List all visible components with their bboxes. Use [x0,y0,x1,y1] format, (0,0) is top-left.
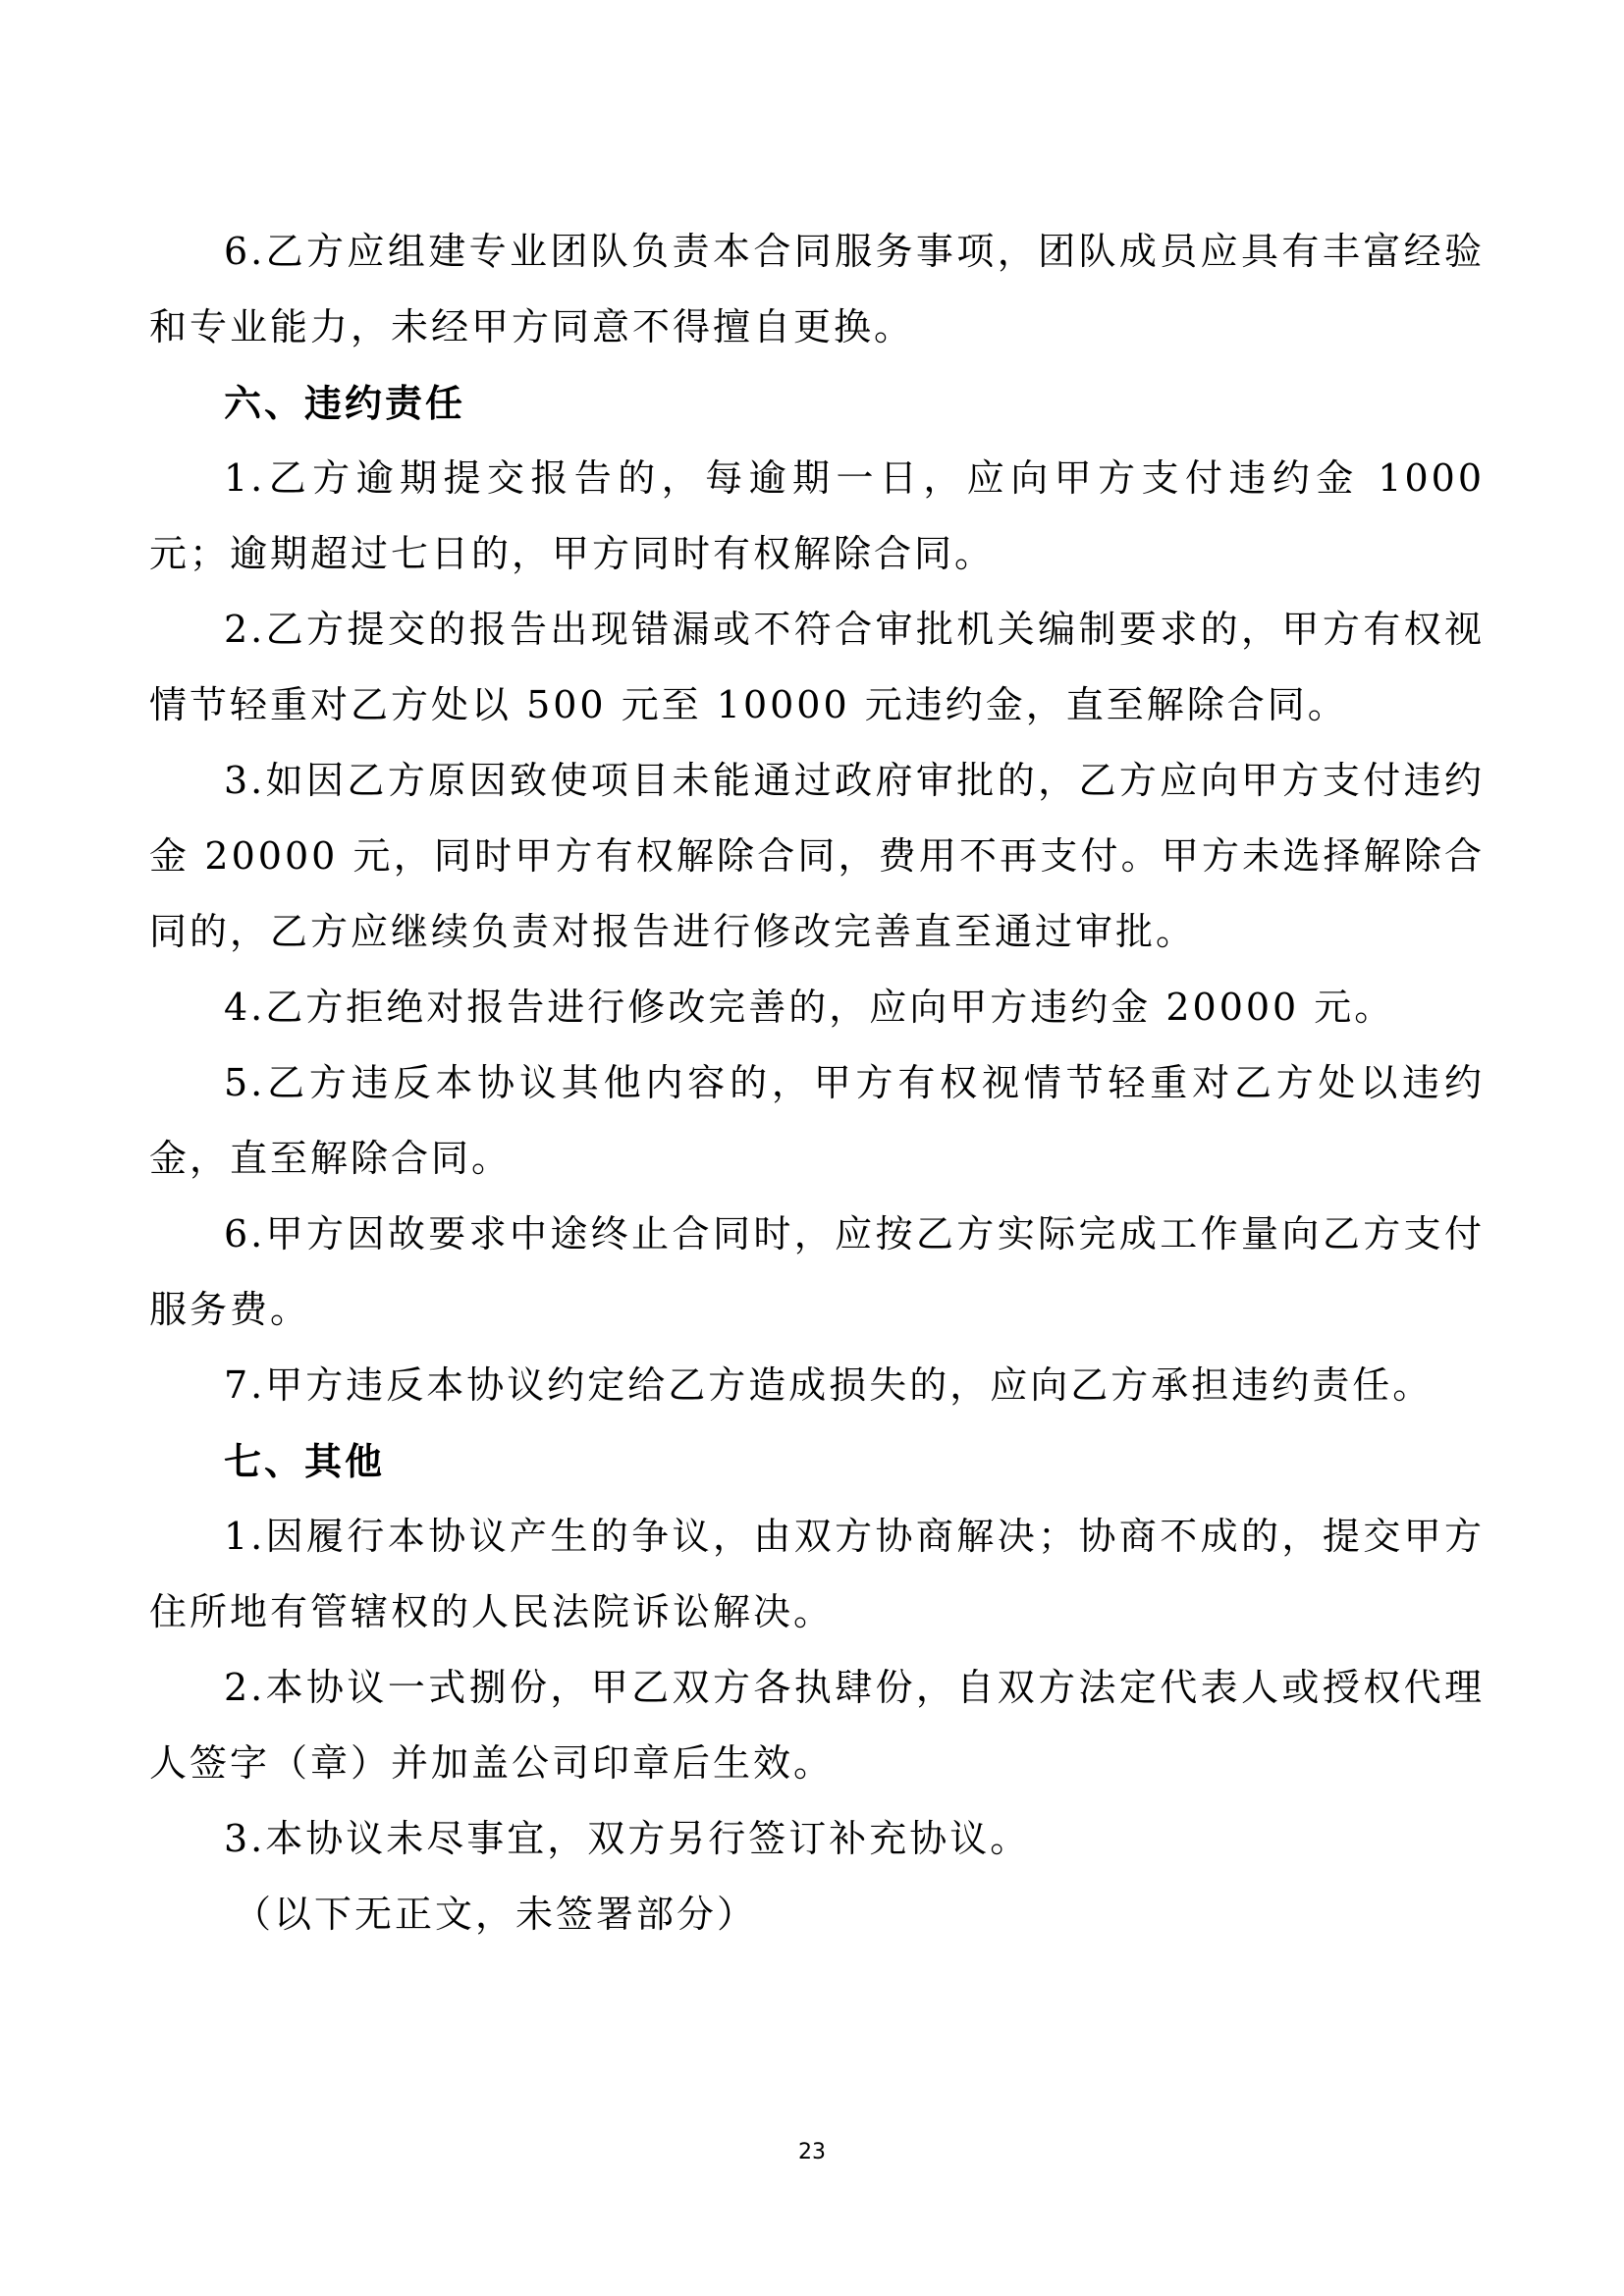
clause-6-6-termination: 6.甲方因故要求中途终止合同时，应按乙方实际完成工作量向乙方支付服务费。 [149,1212,1485,1331]
clause-7-2-copies: 2.本协议一式捌份，甲乙双方各执肆份，自双方法定代表人或授权代理人签字（章）并加盖公司印章后生效。 [149,1666,1485,1785]
clause-7-3-supplements: 3.本协议未尽事宜，双方另行签订补充协议。 [224,1817,1031,1860]
clause-5-6-team: 6.乙方应组建专业团队负责本合同服务事项，团队成员应具有丰富经验和专业能力，未经甲方同意不得擅自更换。 [149,230,1485,348]
document-body [149,214,1485,1952]
clause-6-5-other-violations: 5.乙方违反本协议其他内容的，甲方有权视情节轻重对乙方处以违约金，直至解除合同。 [149,1061,1485,1180]
section-heading-other: 七、其他 [224,1439,386,1483]
clause-6-1-late-submission: 1.乙方逾期提交报告的，每逾期一日，应向甲方支付违约金 1000 元；逾期超过七日的，甲方同时有权解除合同。 [149,456,1485,575]
clause-6-4-refusal: 4.乙方拒绝对报告进行修改完善的，应向甲方违约金 20000 元。 [224,986,1395,1029]
clause-6-7-party-a-liability: 7.甲方违反本协议约定给乙方造成损失的，应向乙方承担违约责任。 [224,1363,1434,1407]
section-heading-breach-liability: 六、违约责任 [224,381,466,425]
clause-6-2-report-errors: 2.乙方提交的报告出现错漏或不符合审批机关编制要求的，甲方有权视情节轻重对乙方处以 500 元至 10000 元违约金，直至解除合同。 [149,608,1485,726]
page-number: 23 [798,2140,826,2164]
clause-6-3-approval-failure: 3.如因乙方原因致使项目未能通过政府审批的，乙方应向甲方支付违约金 20000 元，同时甲方有权解除合同，费用不再支付。甲方未选择解除合同的，乙方应继续负责对报告进行修改完善直至通过审批。 [149,759,1485,953]
clause-7-1-disputes: 1.因履行本协议产生的争议，由双方协商解决；协商不成的，提交甲方住所地有管辖权的人民法院诉讼解决。 [149,1515,1485,1633]
end-of-text-note: （以下无正文，未签署部分） [234,1893,758,1936]
